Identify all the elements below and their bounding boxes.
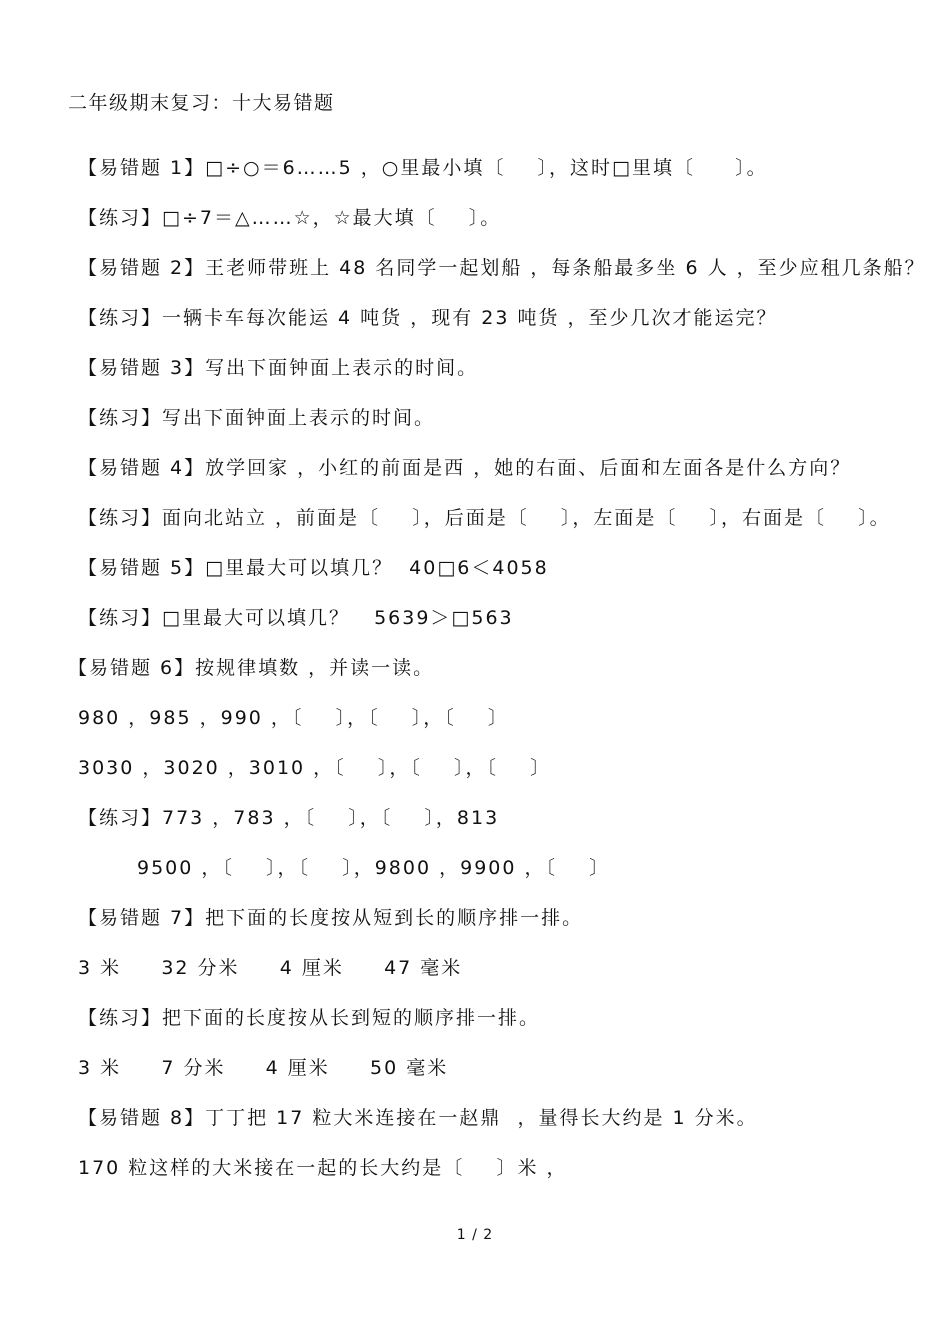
problem-2-line: 【易错题 2】王老师带班上 48 名同学一起划船 ，每条船最多坐 6 人 ，至少应租几条船？ [78,257,926,279]
page-title: 二年级期末复习：十大易错题 [68,92,335,114]
practice-1-line: 【练习】□÷7＝△……☆，☆最大填〔 〕。 [78,207,502,229]
practice-5-line: 【练习】□里最大可以填几？ 5639＞□563 [78,607,514,629]
problem-8-line: 【易错题 8】丁丁把 17 粒大米连接在一赵鼎 ，量得长大约是 1 分米。 [78,1107,758,1129]
practice-4-line: 【练习】面向北站立 ，前面是〔 〕，后面是〔 〕，左面是〔 〕，右面是〔 〕。 [78,507,891,529]
practice-2-line: 【练习】一辆卡车每次能运 4 吨货 ，现有 23 吨货 ，至少几次才能运完？ [78,307,778,329]
problem-7-lengths: 3 米 32 分米 4 厘米 47 毫米 [78,957,463,979]
problem-5-line: 【易错题 5】□里最大可以填几？ 40□6＜4058 [78,557,549,579]
practice-7-lengths: 3 米 7 分米 4 厘米 50 毫米 [78,1057,449,1079]
problem-8-question: 170 粒这样的大米接在一起的长大约是〔 〕米 ， [78,1157,568,1179]
page-number: 1 / 2 [456,1227,494,1243]
problem-1-line: 【易错题 1】□÷○＝6……5 ，○里最小填〔 〕，这时□里填〔 〕。 [78,157,768,179]
practice-7-line: 【练习】把下面的长度按从长到短的顺序排一排。 [78,1007,541,1029]
problem-4-line: 【易错题 4】放学回家 ，小红的前面是西 ，她的右面、后面和左面各是什么方向？ [78,457,852,479]
problem-6-sequence-1: 980 ，985 ，990 ，〔 〕，〔 〕，〔 〕 [78,707,509,729]
problem-7-line: 【易错题 7】把下面的长度按从短到长的顺序排一排。 [78,907,584,929]
problem-6-line: 【易错题 6】按规律填数 ，并读一读。 [68,657,435,679]
problem-6-sequence-2: 3030 ，3020 ，3010 ，〔 〕，〔 〕，〔 〕 [78,757,552,779]
practice-6-sequence-2: 9500 ，〔 〕，〔 〕，9800 ，9900 ，〔 〕 [137,857,611,879]
problem-3-line: 【易错题 3】写出下面钟面上表示的时间。 [78,357,479,379]
practice-3-line: 【练习】写出下面钟面上表示的时间。 [78,407,436,429]
practice-6-line: 【练习】773 ，783 ，〔 〕，〔 〕，813 [78,807,500,829]
